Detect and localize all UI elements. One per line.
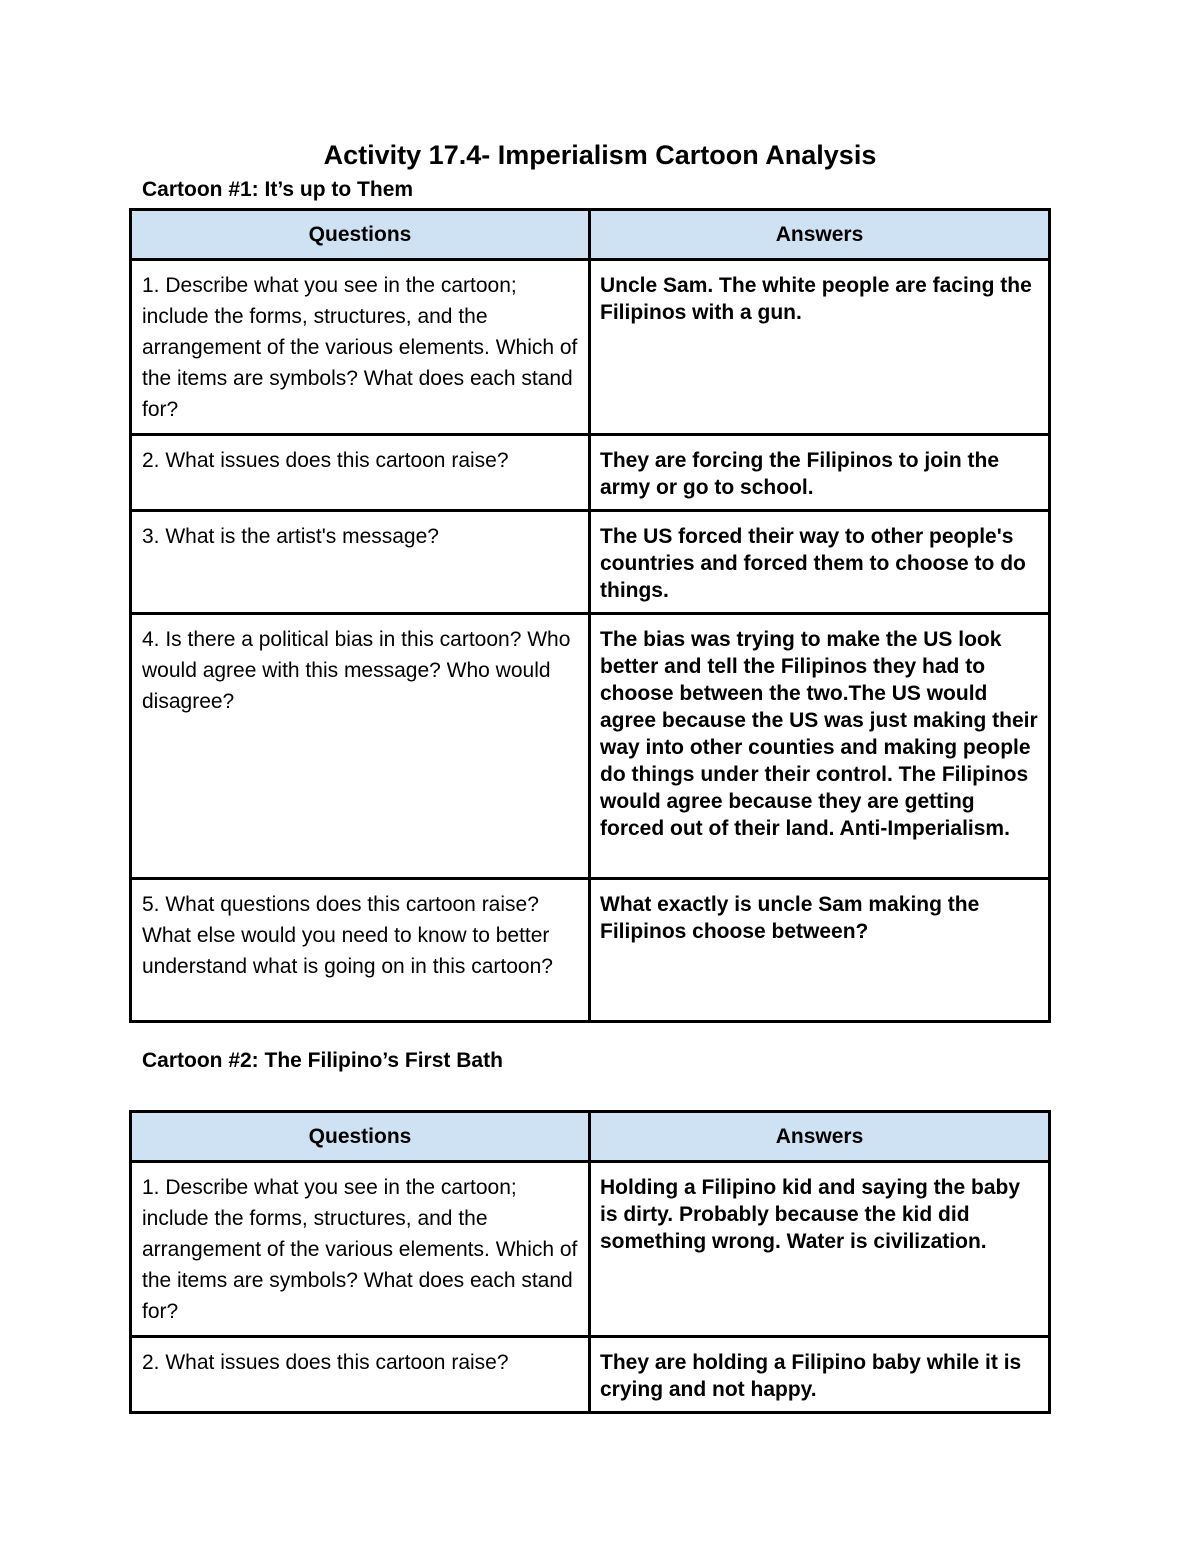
table-row [131, 511, 1050, 614]
answer-cell: What exactly is uncle Sam making the Filipinos choose between? [590, 879, 1050, 1022]
question-cell: 1. Describe what you see in the cartoon; include the forms, structures, and the arrangement of the various elements. Which of the items are symbols? What does each stand for? [131, 260, 590, 435]
answer-cell: Uncle Sam. The white people are facing the Filipinos with a gun. [590, 260, 1050, 435]
cartoon-1-table [129, 208, 1051, 1023]
questions-header: Questions [131, 210, 590, 260]
question-cell: 1. Describe what you see in the cartoon; include the forms, structures, and the arrangement of the various elements. Which of the items are symbols? What does each stand for? [131, 1162, 590, 1337]
table-row [131, 1162, 1050, 1337]
answers-header: Answers [590, 210, 1050, 260]
question-cell: 2. What issues does this cartoon raise? [131, 1337, 590, 1413]
page-title: Activity 17.4- Imperialism Cartoon Analysis [323, 140, 877, 170]
table-row [131, 1337, 1050, 1413]
answer-cell: Holding a Filipino kid and saying the baby is dirty. Probably because the kid did something wrong. Water is civilization. [590, 1162, 1050, 1337]
answers-header: Answers [590, 1112, 1050, 1162]
answer-cell: They are forcing the Filipinos to join the army or go to school. [590, 435, 1050, 511]
cartoon-2-heading: Cartoon #2: The Filipino’s First Bath [142, 1049, 503, 1072]
table-row [131, 614, 1050, 879]
questions-header: Questions [131, 1112, 590, 1162]
answer-cell: The bias was trying to make the US look better and tell the Filipinos they had to choose between the two.The US would agree because the US was just making their way into other counties and making people do things under their control. The Filipinos would agree because they are getting forced out of their land. Anti-Imperialism. [590, 614, 1050, 879]
question-cell: 2. What issues does this cartoon raise? [131, 435, 590, 511]
cartoon-1-heading: Cartoon #1: It’s up to Them [142, 178, 414, 201]
table-row [131, 435, 1050, 511]
table-row [131, 879, 1050, 1022]
question-cell: 4. Is there a political bias in this cartoon? Who would agree with this message? Who would disagree? [131, 614, 590, 879]
table-header-row [131, 1112, 1050, 1162]
question-cell: 5. What questions does this cartoon raise? What else would you need to know to better understand what is going on in this cartoon? [131, 879, 590, 1022]
cartoon-2-table [129, 1110, 1051, 1414]
question-cell: 3. What is the artist's message? [131, 511, 590, 614]
answer-cell: The US forced their way to other people's countries and forced them to choose to do things. [590, 511, 1050, 614]
answer-cell: They are holding a Filipino baby while it is crying and not happy. [590, 1337, 1050, 1413]
table-header-row [131, 210, 1050, 260]
table-row [131, 260, 1050, 435]
